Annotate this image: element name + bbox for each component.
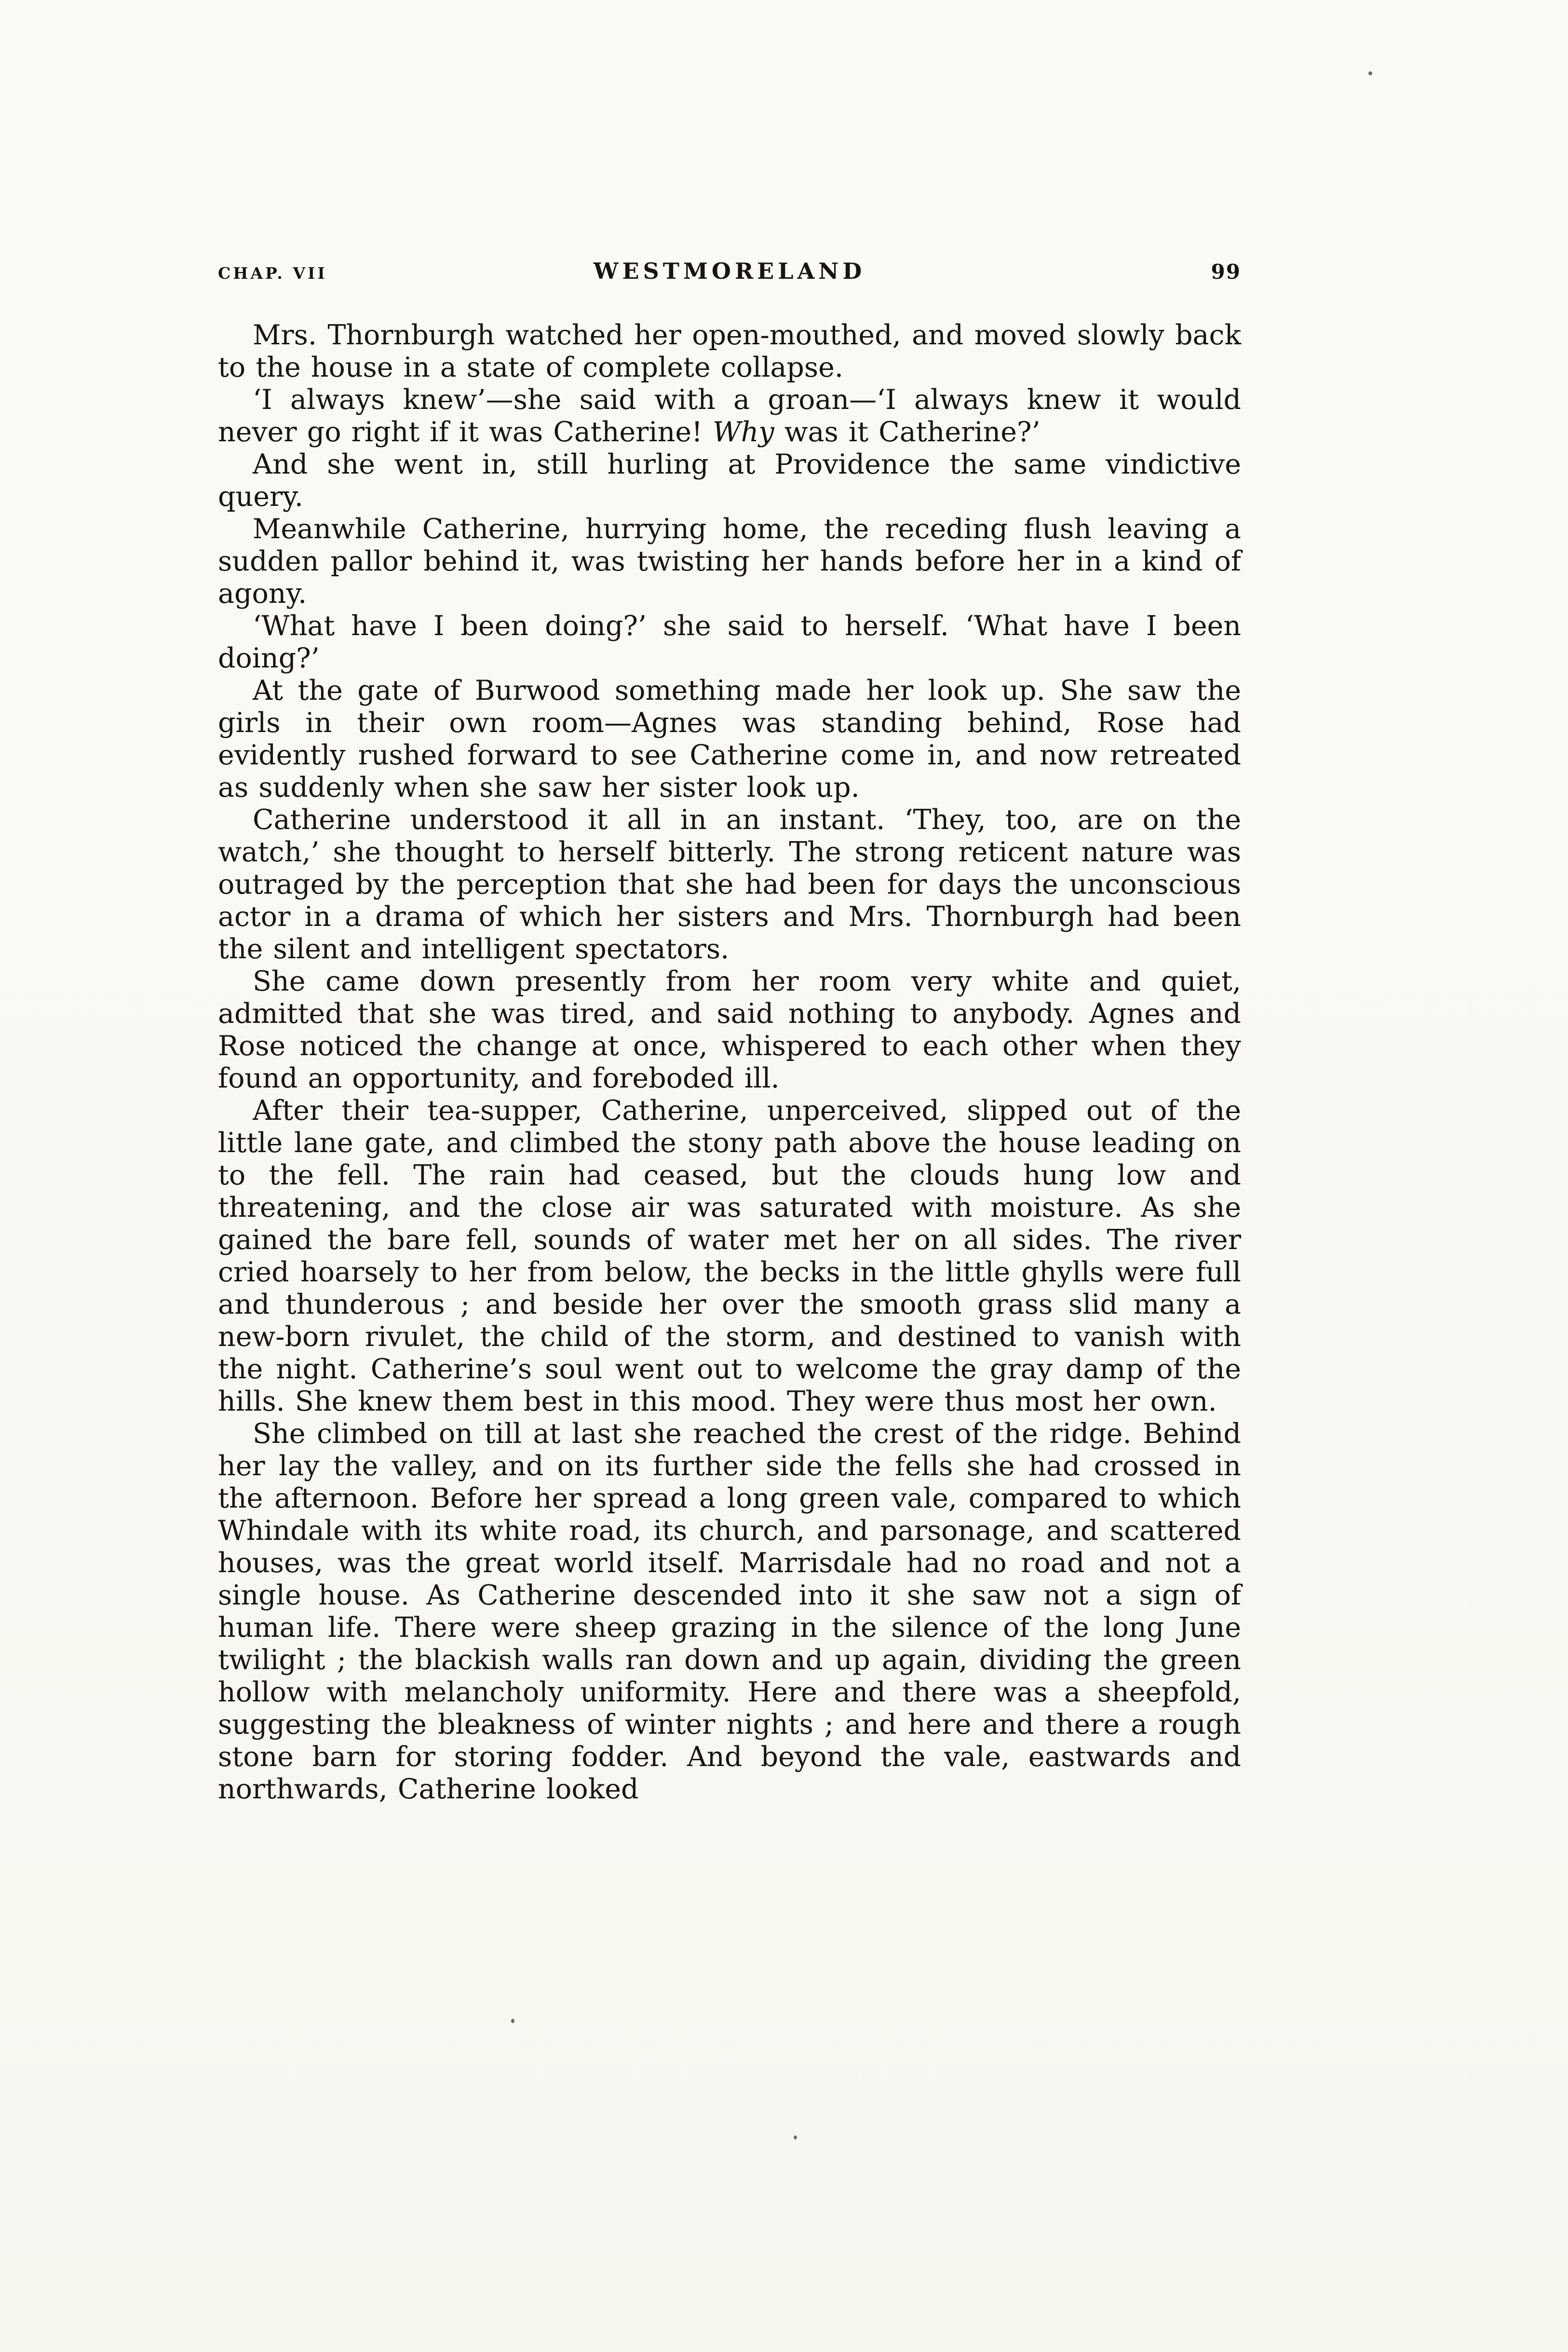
paragraph [218, 1418, 1241, 1806]
scan-artifact-dot [1368, 71, 1372, 75]
paragraph [218, 1095, 1241, 1418]
paragraph [218, 965, 1241, 1095]
paragraph [218, 449, 1241, 513]
paragraph [218, 610, 1241, 675]
text-segment: Meanwhile Catherine, hurrying home, the receding flush leaving a sudden pallor behind it, was twisting her hands before her in a kind of agony. [218, 513, 1241, 610]
paragraph [218, 319, 1241, 384]
text-segment: She came down presently from her room very white and quiet, admitted that she was tired, and said nothing to anybody. Agnes and Rose noticed the change at once, whispered to each other when they found an opportunity, and foreboded ill. [218, 965, 1241, 1094]
italic-text: Why [713, 416, 774, 448]
text-segment: was it Catherine?’ [774, 416, 1041, 448]
scan-artifact-dot [794, 2135, 797, 2139]
text-segment: And she went in, still hurling at Providence the same vindictive query. [218, 449, 1241, 513]
paragraph [218, 513, 1241, 610]
page-body [218, 319, 1241, 1806]
scan-artifact-dot [511, 2019, 514, 2023]
text-segment: She climbed on till at last she reached the crest of the ridge. Behind her lay the valley, and on its further side the fells she had crossed in the afternoon. Before her spread a long green vale, compared to which Whindale with its white road, its church, and parsonage, and scattered houses, was the great world itself. Marrisdale had no road and not a single house. As Catherine descended into it she saw not a sign of human life. There were sheep grazing in the silence of the long June twilight ; the blackish walls ran down and up again, dividing the green hollow with melancholy uniformity. Here and there was a sheepfold, suggesting the bleakness of winter nights ; and here and there a rough stone barn for storing fodder. And beyond the vale, eastwards and northwards, Catherine looked [218, 1418, 1241, 1805]
running-title: WESTMORELAND [593, 258, 866, 284]
text-segment: Mrs. Thornburgh watched her open-mouthed, and moved slowly back to the house in a state of complete collapse. [218, 319, 1241, 383]
text-segment: At the gate of Burwood something made her look up. She saw the girls in their own room—Agnes was standing behind, Rose had evidently rushed forward to see Catherine come in, and now retreated as suddenly when she saw her sister look up. [218, 675, 1241, 803]
running-head [218, 258, 1241, 284]
text-segment: After their tea-supper, Catherine, unperceived, slipped out of the little lane gate, and climbed the stony path above the house leading on to the fell. The rain had ceased, but the clouds hung low and threatening, and the close air was saturated with moisture. As she gained the bare fell, sounds of water met her on all sides. The river cried hoarsely to her from below, the becks in the little ghylls were full and thunderous ; and beside her over the smooth grass slid many a new-born rivulet, the child of the storm, and destined to vanish with the night. Catherine’s soul went out to welcome the gray damp of the hills. She knew them best in this mood. They were thus most her own. [218, 1095, 1241, 1417]
paragraph [218, 804, 1241, 965]
text-segment: Catherine understood it all in an instant. ‘They, too, are on the watch,’ she thought to herself bitterly. The strong reticent nature was outraged by the perception that she had been for days the unconscious actor in a drama of which her sisters and Mrs. Thornburgh had been the silent and intelligent spectators. [218, 804, 1241, 965]
text-segment: ‘What have I been doing?’ she said to herself. ‘What have I been doing?’ [218, 610, 1241, 674]
page-number: 99 [1211, 260, 1241, 284]
text-segment: ‘I always knew’—she said with a groan—‘I always knew it would never go right if it was Catherine! [218, 384, 1241, 448]
chapter-label: CHAP. VII [218, 264, 327, 283]
paragraph [218, 384, 1241, 449]
paragraph [218, 675, 1241, 804]
